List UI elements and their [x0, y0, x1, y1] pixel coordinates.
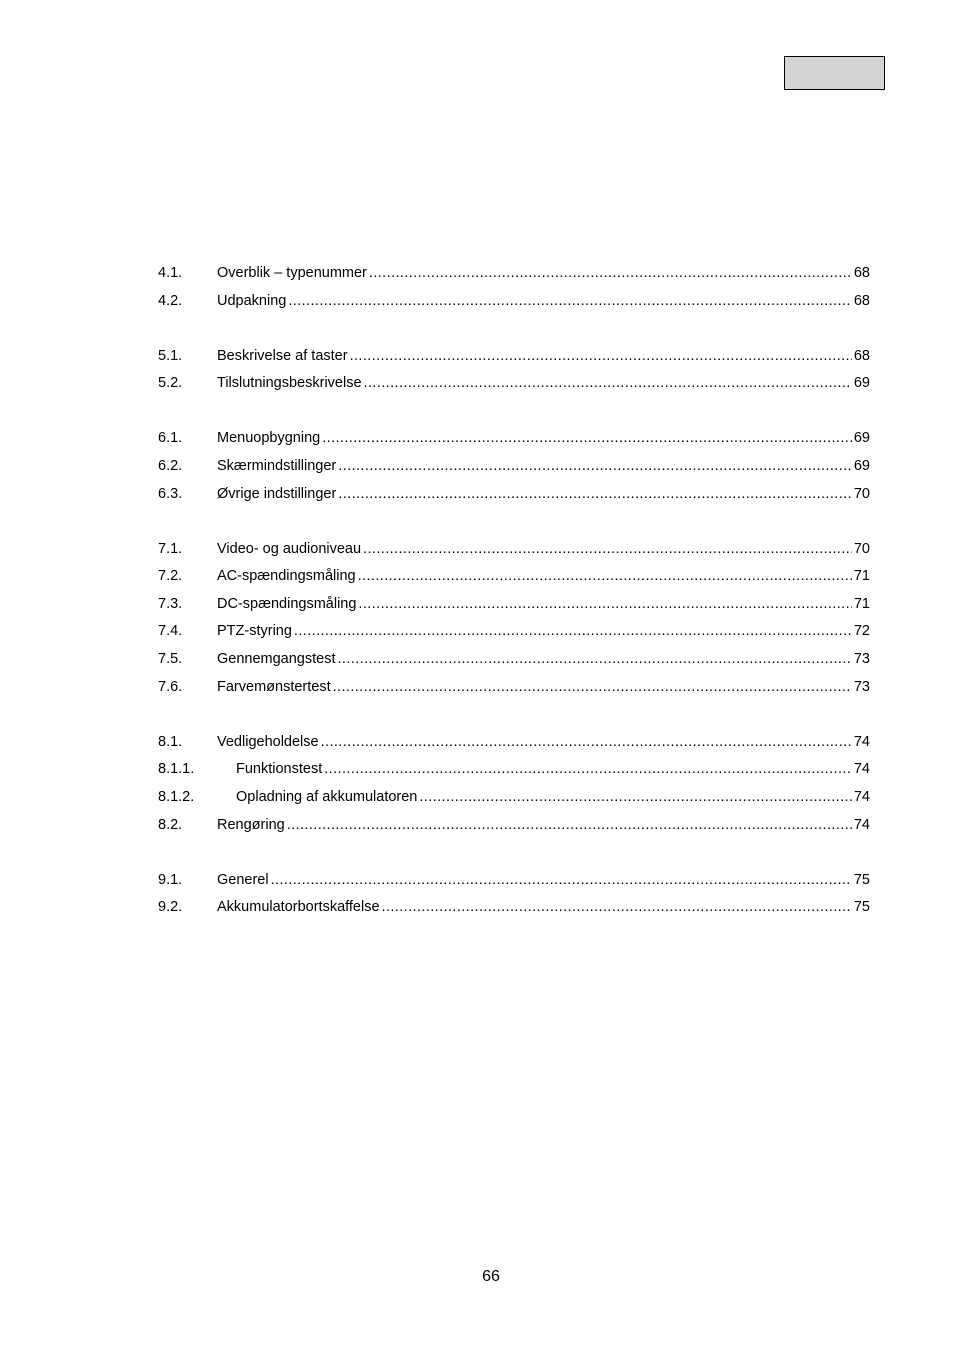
toc-dot-leader [324, 756, 852, 784]
toc-section-group [158, 536, 870, 702]
toc-entry[interactable] [158, 867, 870, 895]
toc-entry[interactable] [158, 729, 870, 757]
page-number: 66 [482, 1268, 500, 1285]
header-gray-box [784, 56, 885, 90]
toc-entry-number: 7.1. [158, 540, 183, 557]
table-of-contents [158, 260, 870, 949]
toc-section-group [158, 425, 870, 508]
toc-entry[interactable] [158, 288, 870, 316]
toc-entry[interactable] [158, 784, 870, 812]
toc-entry[interactable] [158, 260, 870, 288]
toc-entry-number: 7.4. [158, 623, 183, 640]
toc-entry[interactable] [158, 453, 870, 481]
toc-entry-number: 7.5. [158, 651, 183, 668]
toc-entry[interactable] [158, 425, 870, 453]
toc-entry-number: 6.2. [158, 457, 183, 474]
toc-entry-number: 7.2. [158, 568, 183, 585]
toc-entry-title: DC-spændingsmåling [217, 595, 357, 612]
toc-dot-leader [419, 784, 851, 812]
toc-entry-number: 8.1. [158, 733, 183, 750]
toc-dot-leader [363, 536, 852, 564]
toc-dot-leader [271, 867, 852, 895]
toc-entry-title: Gennemgangstest [217, 651, 336, 668]
toc-entry-title: Tilslutningsbeskrivelse [217, 375, 362, 392]
toc-entry-number: 7.6. [158, 678, 183, 695]
toc-entry-title: Farvemønstertest [217, 678, 331, 695]
toc-entry[interactable] [158, 894, 870, 922]
toc-entry-page: 69 [853, 430, 870, 447]
toc-entry-page: 73 [853, 678, 870, 695]
toc-entry[interactable] [158, 618, 870, 646]
toc-entry-page: 74 [853, 733, 870, 750]
toc-entry-title: Overblik – typenummer [217, 265, 367, 281]
toc-entry[interactable] [158, 563, 870, 591]
toc-entry[interactable] [158, 370, 870, 398]
toc-entry[interactable] [158, 756, 870, 784]
toc-entry-page: 72 [853, 623, 870, 640]
toc-dot-leader [369, 260, 852, 288]
toc-dot-leader [294, 618, 852, 646]
toc-entry-page: 68 [853, 347, 870, 364]
toc-entry-title: Skærmindstillinger [217, 457, 337, 474]
toc-entry-title: Opladning af akkumulatoren [236, 788, 418, 805]
toc-dot-leader [358, 563, 852, 591]
toc-dot-leader [338, 646, 852, 674]
toc-entry-page: 70 [853, 540, 870, 557]
toc-dot-leader [321, 729, 852, 757]
toc-entry-page: 68 [853, 265, 870, 281]
toc-entry-page: 75 [853, 871, 870, 888]
toc-entry-title: Rengøring [217, 816, 285, 833]
toc-dot-leader [338, 481, 852, 509]
toc-entry-title: Video- og audioniveau [217, 540, 362, 557]
toc-entry-page: 71 [853, 595, 870, 612]
toc-section-group [158, 867, 870, 922]
toc-entry-number: 9.2. [158, 899, 183, 916]
toc-entry-number: 6.3. [158, 485, 183, 502]
toc-entry-number: 4.2. [158, 292, 183, 309]
toc-entry-number: 6.1. [158, 430, 183, 447]
toc-entry[interactable] [158, 536, 870, 564]
toc-entry-page: 70 [853, 485, 870, 502]
toc-entry-number: 4.1. [158, 265, 183, 281]
toc-entry-number: 5.1. [158, 347, 183, 364]
toc-dot-leader [364, 370, 852, 398]
toc-entry-page: 73 [853, 651, 870, 668]
toc-entry-page: 74 [853, 761, 870, 778]
toc-dot-leader [333, 674, 852, 702]
toc-entry-number: 5.2. [158, 375, 183, 392]
toc-entry[interactable] [158, 646, 870, 674]
toc-section-group [158, 260, 870, 315]
toc-entry-number: 7.3. [158, 595, 183, 612]
toc-entry[interactable] [158, 481, 870, 509]
toc-entry[interactable] [158, 674, 870, 702]
toc-section-group [158, 729, 870, 839]
toc-dot-leader [338, 453, 852, 481]
toc-entry-number: 9.1. [158, 871, 183, 888]
toc-dot-leader [382, 894, 852, 922]
toc-entry-title: PTZ-styring [217, 623, 292, 640]
toc-entry-page: 74 [853, 816, 870, 833]
toc-entry-title: AC-spændingsmåling [217, 568, 356, 585]
toc-entry-number: 8.1.2. [158, 788, 195, 805]
toc-entry-title: Vedligeholdelse [217, 733, 319, 750]
toc-entry[interactable] [158, 812, 870, 840]
toc-dot-leader [322, 425, 852, 453]
toc-entry-page: 69 [853, 457, 870, 474]
toc-dot-leader [358, 591, 851, 619]
toc-entry[interactable] [158, 591, 870, 619]
toc-dot-leader [287, 812, 852, 840]
toc-entry-title: Generel [217, 871, 269, 888]
toc-entry-page: 74 [853, 788, 870, 805]
toc-entry-title: Beskrivelse af taster [217, 347, 348, 364]
toc-entry-page: 75 [853, 899, 870, 916]
toc-dot-leader [288, 288, 852, 316]
toc-entry-title: Udpakning [217, 292, 287, 309]
toc-entry-title: Akkumulatorbortskaffelse [217, 899, 380, 916]
toc-entry-title: Funktionstest [236, 761, 323, 778]
toc-entry-title: Øvrige indstillinger [217, 485, 337, 502]
toc-entry-page: 69 [853, 375, 870, 392]
toc-entry[interactable] [158, 343, 870, 371]
toc-dot-leader [350, 343, 852, 371]
toc-section-group [158, 343, 870, 398]
toc-entry-number: 8.2. [158, 816, 183, 833]
toc-entry-page: 68 [853, 292, 870, 309]
toc-entry-title: Menuopbygning [217, 430, 321, 447]
toc-entry-number: 8.1.1. [158, 761, 195, 778]
toc-entry-page: 71 [853, 568, 870, 585]
